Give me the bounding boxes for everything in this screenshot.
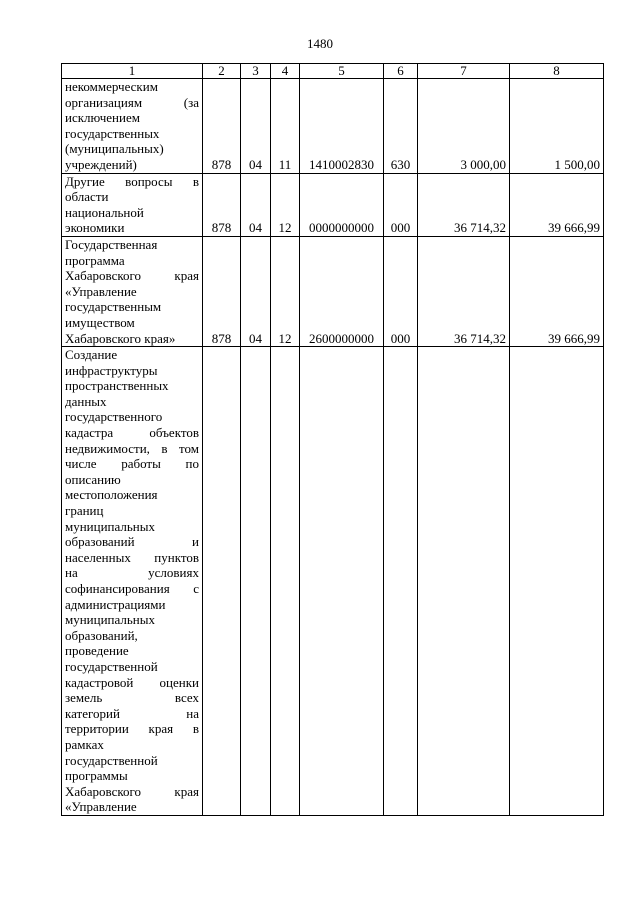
row-name-line: государственной: [65, 658, 158, 674]
row-name-line: инфраструктуры: [65, 362, 158, 378]
row-name-line: Хабаровского края: [65, 268, 199, 284]
column-header: 8: [510, 64, 604, 79]
row-name-line: кадастровой оценки: [65, 674, 199, 690]
row-name-line: Государственная: [65, 236, 158, 252]
row-name-cell: [62, 347, 203, 816]
table-row: [62, 173, 604, 236]
table-header-row: [62, 64, 604, 79]
row-name-line: государственной: [65, 752, 158, 768]
section-code-cell: 04: [241, 236, 271, 346]
row-name-line: местоположения: [65, 487, 158, 503]
expense-type-cell: 000: [384, 173, 418, 236]
row-name-line: (муниципальных): [65, 141, 164, 157]
section-code-cell: 04: [241, 79, 271, 174]
row-name-line: населенных пунктов: [65, 549, 199, 565]
row-name-line: софинансирования с: [65, 581, 199, 596]
target-article-cell: 0000000000: [300, 173, 384, 236]
row-name-line: государственным: [65, 299, 162, 315]
row-name-line: пространственных: [65, 378, 169, 394]
row-name-cell: [62, 236, 203, 346]
row-name-line: Другие вопросы в: [65, 173, 199, 189]
amount-cell: 39 666,99: [510, 236, 604, 346]
amount-cell: 39 666,99: [510, 173, 604, 236]
row-name-line: учреждений): [65, 156, 137, 172]
row-name-line: Создание: [65, 347, 118, 363]
row-name-line: Хабаровского края»: [65, 330, 176, 346]
table-row: [62, 79, 604, 174]
amount-cell: [418, 347, 510, 816]
page-number: 1480: [307, 36, 333, 51]
subsection-code-cell: [271, 347, 300, 816]
column-header: 5: [300, 64, 384, 79]
row-name-line: организациям (за: [65, 94, 199, 110]
subsection-code-cell: 11: [271, 79, 300, 174]
column-header: 3: [241, 64, 271, 79]
column-header: 7: [418, 64, 510, 79]
target-article-cell: [300, 347, 384, 816]
amount-cell: [510, 347, 604, 816]
row-name-line: кадастра объектов: [65, 425, 199, 441]
table-row: [62, 236, 604, 346]
row-name-line: имуществом: [65, 314, 135, 330]
section-code-cell: 04: [241, 173, 271, 236]
column-header: 4: [271, 64, 300, 79]
row-name-line: Хабаровского края: [65, 783, 199, 799]
row-name-line: проведение: [65, 643, 129, 659]
column-header: 6: [384, 64, 418, 79]
section-code-cell: [241, 347, 271, 816]
row-name-line: категорий на: [65, 705, 199, 721]
row-name-line: рамках: [65, 736, 104, 752]
row-name-line: области: [65, 189, 109, 205]
row-name-line: исключением: [65, 110, 140, 126]
target-article-cell: 2600000000: [300, 236, 384, 346]
budget-table: [61, 63, 604, 816]
grbs-code-cell: [203, 347, 241, 816]
row-name-line: «Управление: [65, 799, 137, 815]
row-name-cell: [62, 173, 203, 236]
amount-cell: 1 500,00: [510, 79, 604, 174]
row-name-line: границ: [65, 503, 104, 519]
expense-type-cell: 630: [384, 79, 418, 174]
amount-cell: 36 714,32: [418, 236, 510, 346]
row-name-line: недвижимости, в том: [65, 440, 199, 456]
grbs-code-cell: 878: [203, 173, 241, 236]
row-name-line: программа: [65, 252, 125, 268]
row-name-line: администрациями: [65, 596, 166, 612]
column-header: 2: [203, 64, 241, 79]
row-name-line: государственного: [65, 409, 163, 425]
expense-type-cell: 000: [384, 236, 418, 346]
amount-cell: 3 000,00: [418, 79, 510, 174]
row-name-line: образований и: [65, 534, 199, 550]
row-name-line: национальной: [65, 204, 144, 220]
row-name-line: образований,: [65, 627, 138, 643]
row-name-line: «Управление: [65, 283, 137, 299]
row-name-line: числе работы по: [65, 456, 199, 472]
subsection-code-cell: 12: [271, 236, 300, 346]
row-name-line: описанию: [65, 471, 121, 487]
grbs-code-cell: 878: [203, 79, 241, 174]
row-name-line: государственных: [65, 125, 160, 141]
row-name-line: данных: [65, 393, 107, 409]
row-name-line: экономики: [65, 220, 125, 236]
row-name-line: программы: [65, 768, 128, 784]
row-name-cell: [62, 79, 203, 174]
row-name-line: на условиях: [65, 565, 199, 581]
row-name-line: муниципальных: [65, 612, 156, 628]
row-name-line: земель всех: [65, 690, 199, 706]
table-row: [62, 347, 604, 816]
column-header: 1: [62, 64, 203, 79]
subsection-code-cell: 12: [271, 173, 300, 236]
row-name-line: территории края в: [65, 721, 199, 737]
grbs-code-cell: 878: [203, 236, 241, 346]
row-name-line: муниципальных: [65, 518, 156, 534]
row-name-line: некоммерческим: [65, 79, 158, 94]
expense-type-cell: [384, 347, 418, 816]
target-article-cell: 1410002830: [300, 79, 384, 174]
amount-cell: 36 714,32: [418, 173, 510, 236]
